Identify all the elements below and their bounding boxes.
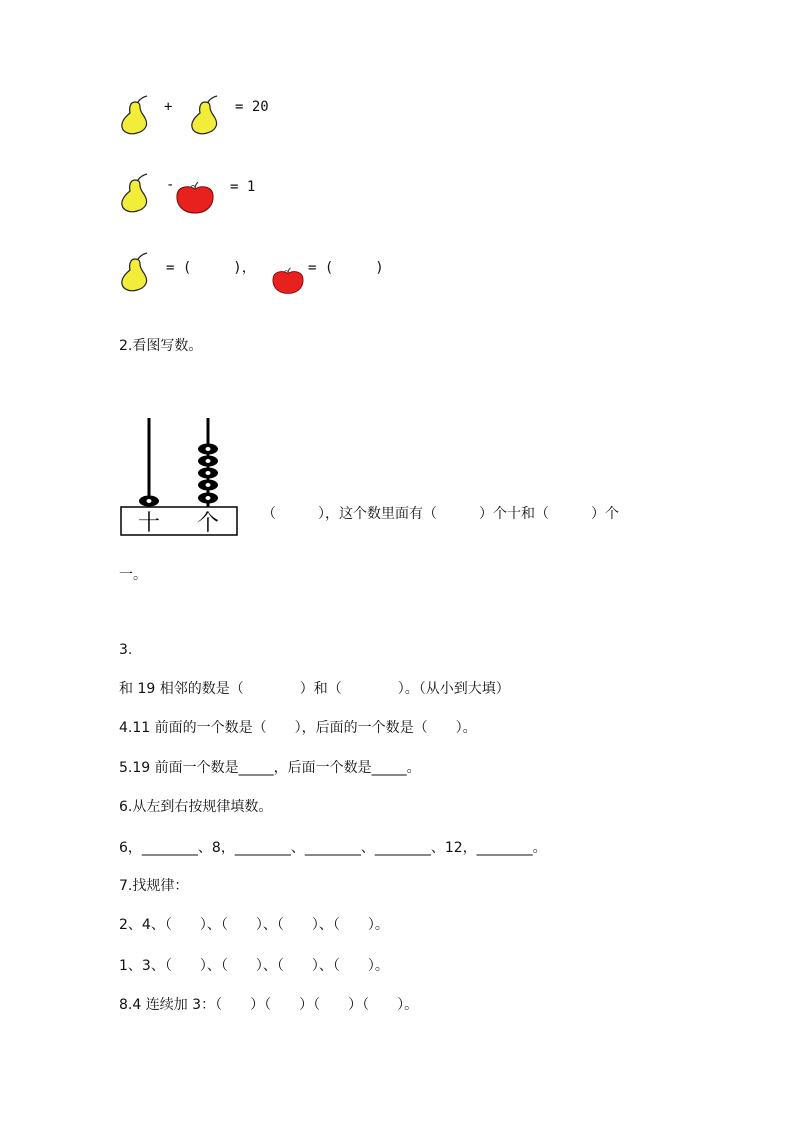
pear-icon <box>188 96 224 136</box>
q2-sentence-end: 一。 <box>119 567 147 583</box>
q7-line2[interactable]: 1、3、（ ）、（ ）、（ ）、（ ）。 <box>119 958 389 974</box>
ones-bead <box>198 493 218 504</box>
pear-icon <box>118 174 154 214</box>
ones-bead <box>198 444 218 455</box>
q7-title: 7.找规律： <box>119 878 189 894</box>
q6-sequence[interactable]: 6，________、8，________、________、________、12，________。 <box>119 840 547 856</box>
q4-text[interactable]: 4.11 前面的一个数是（ ），后面的一个数是（ ）。 <box>119 720 477 736</box>
ones-bead <box>198 468 218 479</box>
apple-value-blank[interactable]: = ( ) <box>308 260 384 276</box>
q5-text[interactable]: 5.19 前面一个数是_____，后面一个数是_____。 <box>119 760 421 776</box>
q7-line1[interactable]: 2、4、（ ）、（ ）、（ ）、（ ）。 <box>119 917 389 933</box>
plus-sign: + <box>164 99 173 115</box>
tens-bead <box>139 496 159 507</box>
ones-bead <box>198 480 218 491</box>
pear-icon <box>118 96 154 136</box>
tens-label: 十 <box>137 511 161 536</box>
q2-sentence[interactable]: （ ），这个数里面有（ ）个十和（ ）个 <box>262 506 619 522</box>
q3-number: 3. <box>119 642 133 658</box>
pear-value-blank[interactable]: = ( )， <box>166 260 256 276</box>
q2-title: 2.看图写数。 <box>119 338 203 354</box>
pear-icon <box>118 253 154 293</box>
equals-20: = 20 <box>235 99 269 115</box>
q6-title: 6.从左到右按规律填数。 <box>119 799 273 815</box>
apple-icon <box>270 266 306 296</box>
ones-label: 个 <box>196 511 220 536</box>
q3-text[interactable]: 和 19 相邻的数是（ ）和（ ）。（从小到大填） <box>119 681 510 697</box>
ones-bead <box>198 456 218 467</box>
apple-icon <box>174 180 216 216</box>
equals-1: = 1 <box>230 179 256 195</box>
q8-text[interactable]: 8.4 连续加 3：（ ）（ ）（ ）（ ）。 <box>119 997 419 1013</box>
abacus-figure <box>118 415 242 541</box>
minus-sign: - <box>166 177 175 193</box>
